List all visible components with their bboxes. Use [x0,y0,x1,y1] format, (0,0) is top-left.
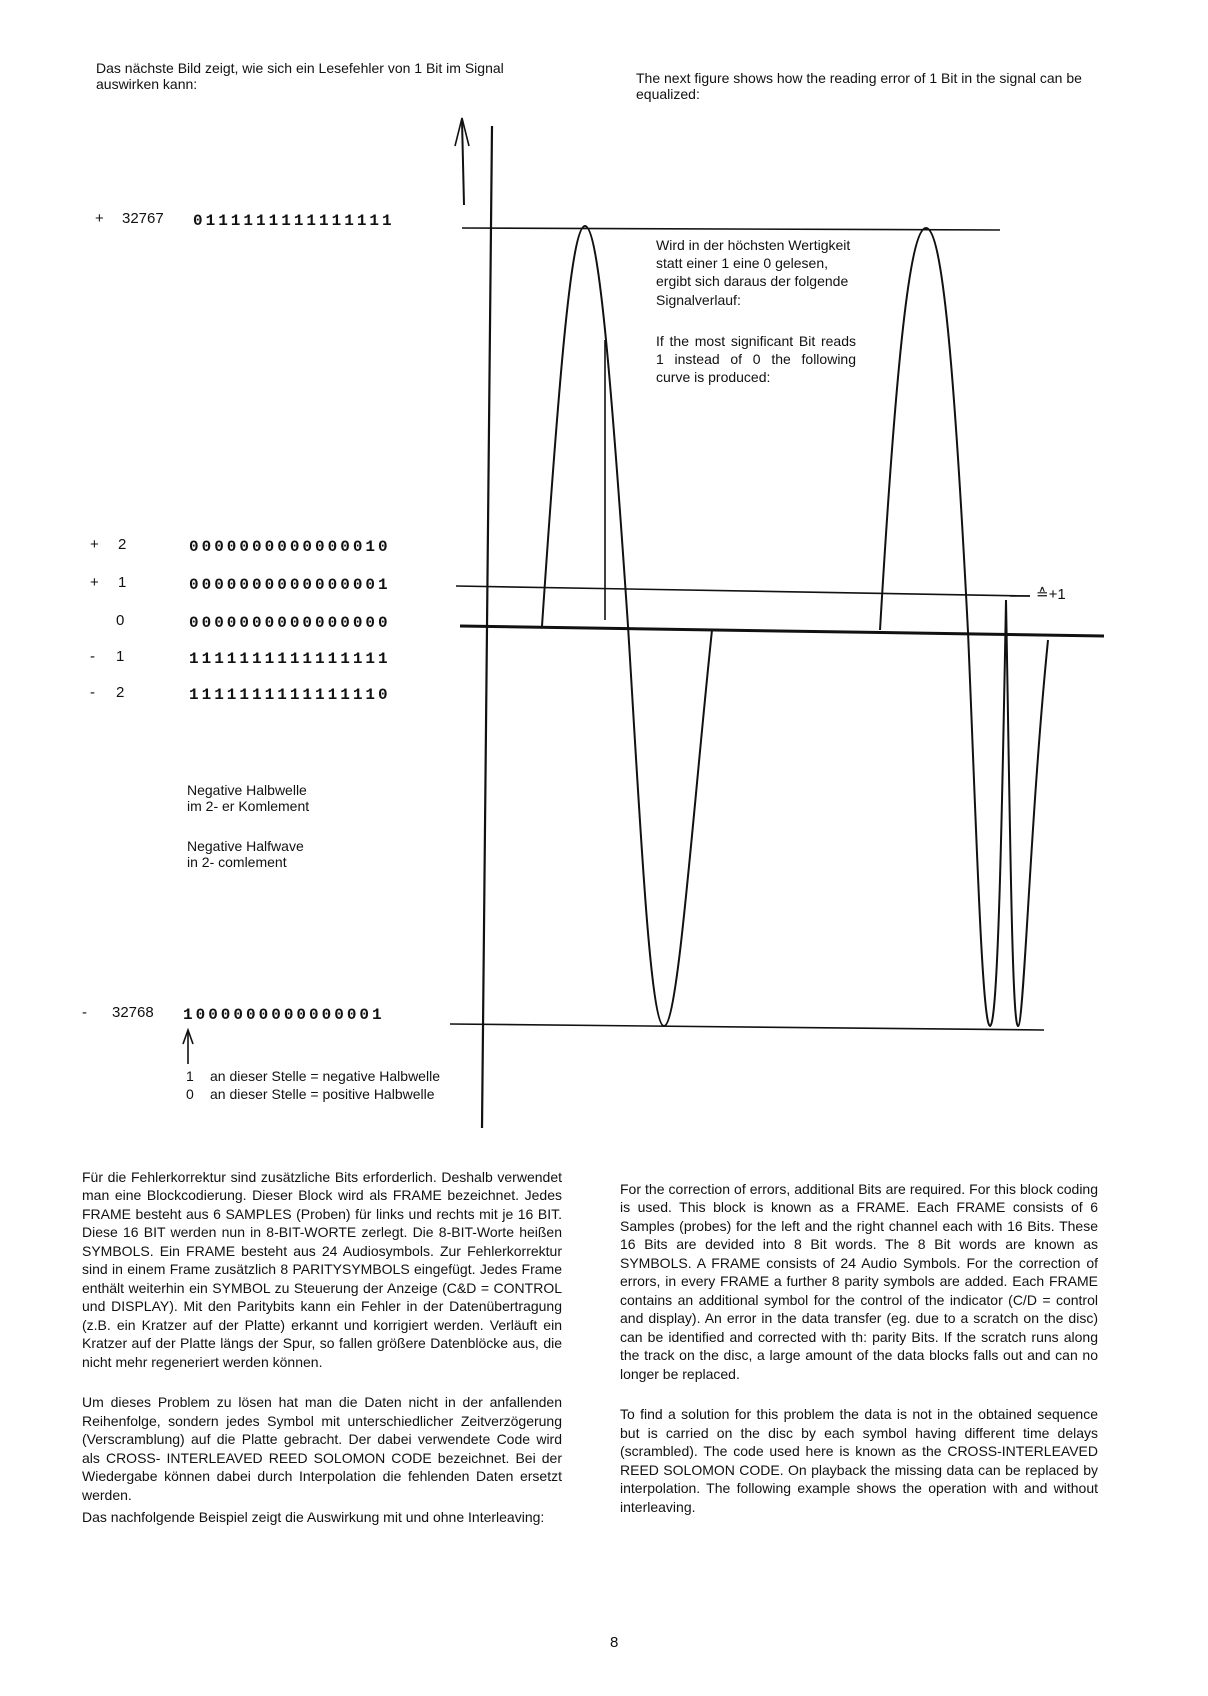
row-value: 1 [118,574,127,591]
legend-one-digit: 1 [186,1068,194,1084]
row-bits: 0111111111111111 [193,212,395,230]
halfwave-de-line2: im 2- er Komlement [187,798,310,815]
row-sign: + [90,574,99,591]
intro-german: Das nächste Bild zeigt, wie sich ein Lesefehler von 1 Bit im Signal auswirken kann: [96,60,504,93]
row-value: 32768 [112,1004,154,1021]
annotation-german: Wird in der höchsten Wertigkeit statt einer 1 eine 0 gelesen, ergibt sich daraus der folgende Signalverlauf: [656,237,851,308]
legend-one-text: an dieser Stelle = negative Halbwelle [210,1068,440,1084]
row-value: 2 [116,684,125,701]
min-reference-line [450,1024,1044,1030]
body-english-paragraph-2: To find a solution for this problem the data is not in the obtained sequence but is carried on the disc by each symbol having different time delays (scrambled). The code used here is known as the CROSS-INTERLEAVED REED SOLOMON CODE. On playback the missing data can be replaced by interpolation. The following example shows the operation with and without interleaving. [620,1406,1098,1515]
row-value: 1 [116,648,125,665]
positive-halfwave-1 [542,226,628,626]
negative-halfwave-1 [628,626,712,1026]
row-sign: + [95,210,104,227]
row-value: 32767 [122,210,164,227]
intro-english: The next figure shows how the reading error of 1 Bit in the signal can be equalized: [636,70,1082,103]
halfwave-de-line1: Negative Halbwelle [187,782,307,798]
positive-halfwave-2 [880,228,968,632]
legend-zero-digit: 0 [186,1086,194,1102]
halfwave-en-line2: in 2- comlement [187,854,287,871]
body-german-paragraph-1: Für die Fehlerkorrektur sind zusätzliche Bits erforderlich. Deshalb verwendet man eine Blockcodierung. Dieser Block wird als FRAME bezeichnet. Jedes FRAME besteht aus 6 SAMPLES (Proben) für links und rechts mit je 16 BIT. Diese 16 BIT werden nun in 8-BIT-WORTE zerlegt. Die 8-BIT-Worte heißen SYMBOLS. Ein FRAME besteht aus 24 Audiosymbols. Zur Fehlerkorrektur sind in einem Frame zusätzlich 8 PARITYSYMBOLS eingefügt. Jedes Frame enthält weiterhin ein SYMBOL zu Steuerung der Anzeige (C&D = CONTROL und DISPLAY). Mit den Paritybits kann ein Fehler in der Datenübertragung (z.B. ein Kratzer auf der Platte) erkannt und korrigiert werden. Verläuft ein Kratzer auf der Platte längs der Spur, so fallen größere Datenblöcke aus, die nicht mehr regeneriert werden können. [82,1169,562,1370]
body-english-paragraph-1: For the correction of errors, additional Bits are required. For this block coding is used. This block is known as a FRAME. Each FRAME consists of 6 Samples (probes) for the left and the right channel each with 16 Bits. These 16 Bits are devided into 8 Bit words. The 8 Bit words are known as SYMBOLS. A FRAME consists of 24 Audio Symbols. For the correction of errors, in every FRAME a further 8 parity symbols are added. Each FRAME contains an additional symbol for the control of the indicator (C/D = control and display). An error in the data transfer (eg. due to a scratch on the disc) can be identified and corrected with th: parity Bits. If the scratch runs along the track on the disc, a large amount of the data blocks falls out and can no longer be replaced. [620,1181,1098,1382]
plus-one-label: ≙+1 [1036,586,1066,603]
row-bits: 1000000000000001 [183,1006,385,1024]
row-value: 0 [116,612,125,629]
body-german [82,1168,562,1530]
row-bits: 0000000000000010 [189,538,391,556]
row-sign: - [90,684,95,701]
plus-one-reference-line [456,586,1030,596]
body-german-paragraph-3: Das nachfolgende Beispiel zeigt die Auswirkung mit und ohne Interleaving: [82,1508,545,1525]
body-english [620,1180,1098,1520]
max-reference-line [462,228,1000,230]
annotation-english: If the most significant Bit reads 1 instead of 0 the following curve is produced: [656,333,856,386]
row-bits: 1111111111111110 [189,686,391,704]
legend-zero-text: an dieser Stelle = positive Halbwelle [210,1086,435,1102]
row-sign: + [90,536,99,553]
row-sign: - [90,648,95,665]
axis-arrow [462,120,464,205]
row-bits: 0000000000000001 [189,576,391,594]
row-sign: - [82,1004,87,1021]
row-value: 2 [118,536,127,553]
halfwave-en-line1: Negative Halfwave [187,838,304,854]
row-bits: 0000000000000000 [189,614,391,632]
body-german-paragraph-2: Um dieses Problem zu lösen hat man die Daten nicht in der anfallenden Reihenfolge, sondern jedes Symbol mit unterschiedlicher Zeitverzögerung (Verscramblung) auf die Platte gebracht. Der dabei verwendete Code wird als CROSS- INTERLEAVED REED SOLOMON CODE bezeichnet. Bei der Wiedergabe können dabei durch Interpolation die fehlenden Daten ersetzt werden. [82,1394,562,1503]
row-bits: 1111111111111111 [189,650,391,668]
error-negative-dip [968,600,1048,1026]
page-number: 8 [610,1634,619,1651]
